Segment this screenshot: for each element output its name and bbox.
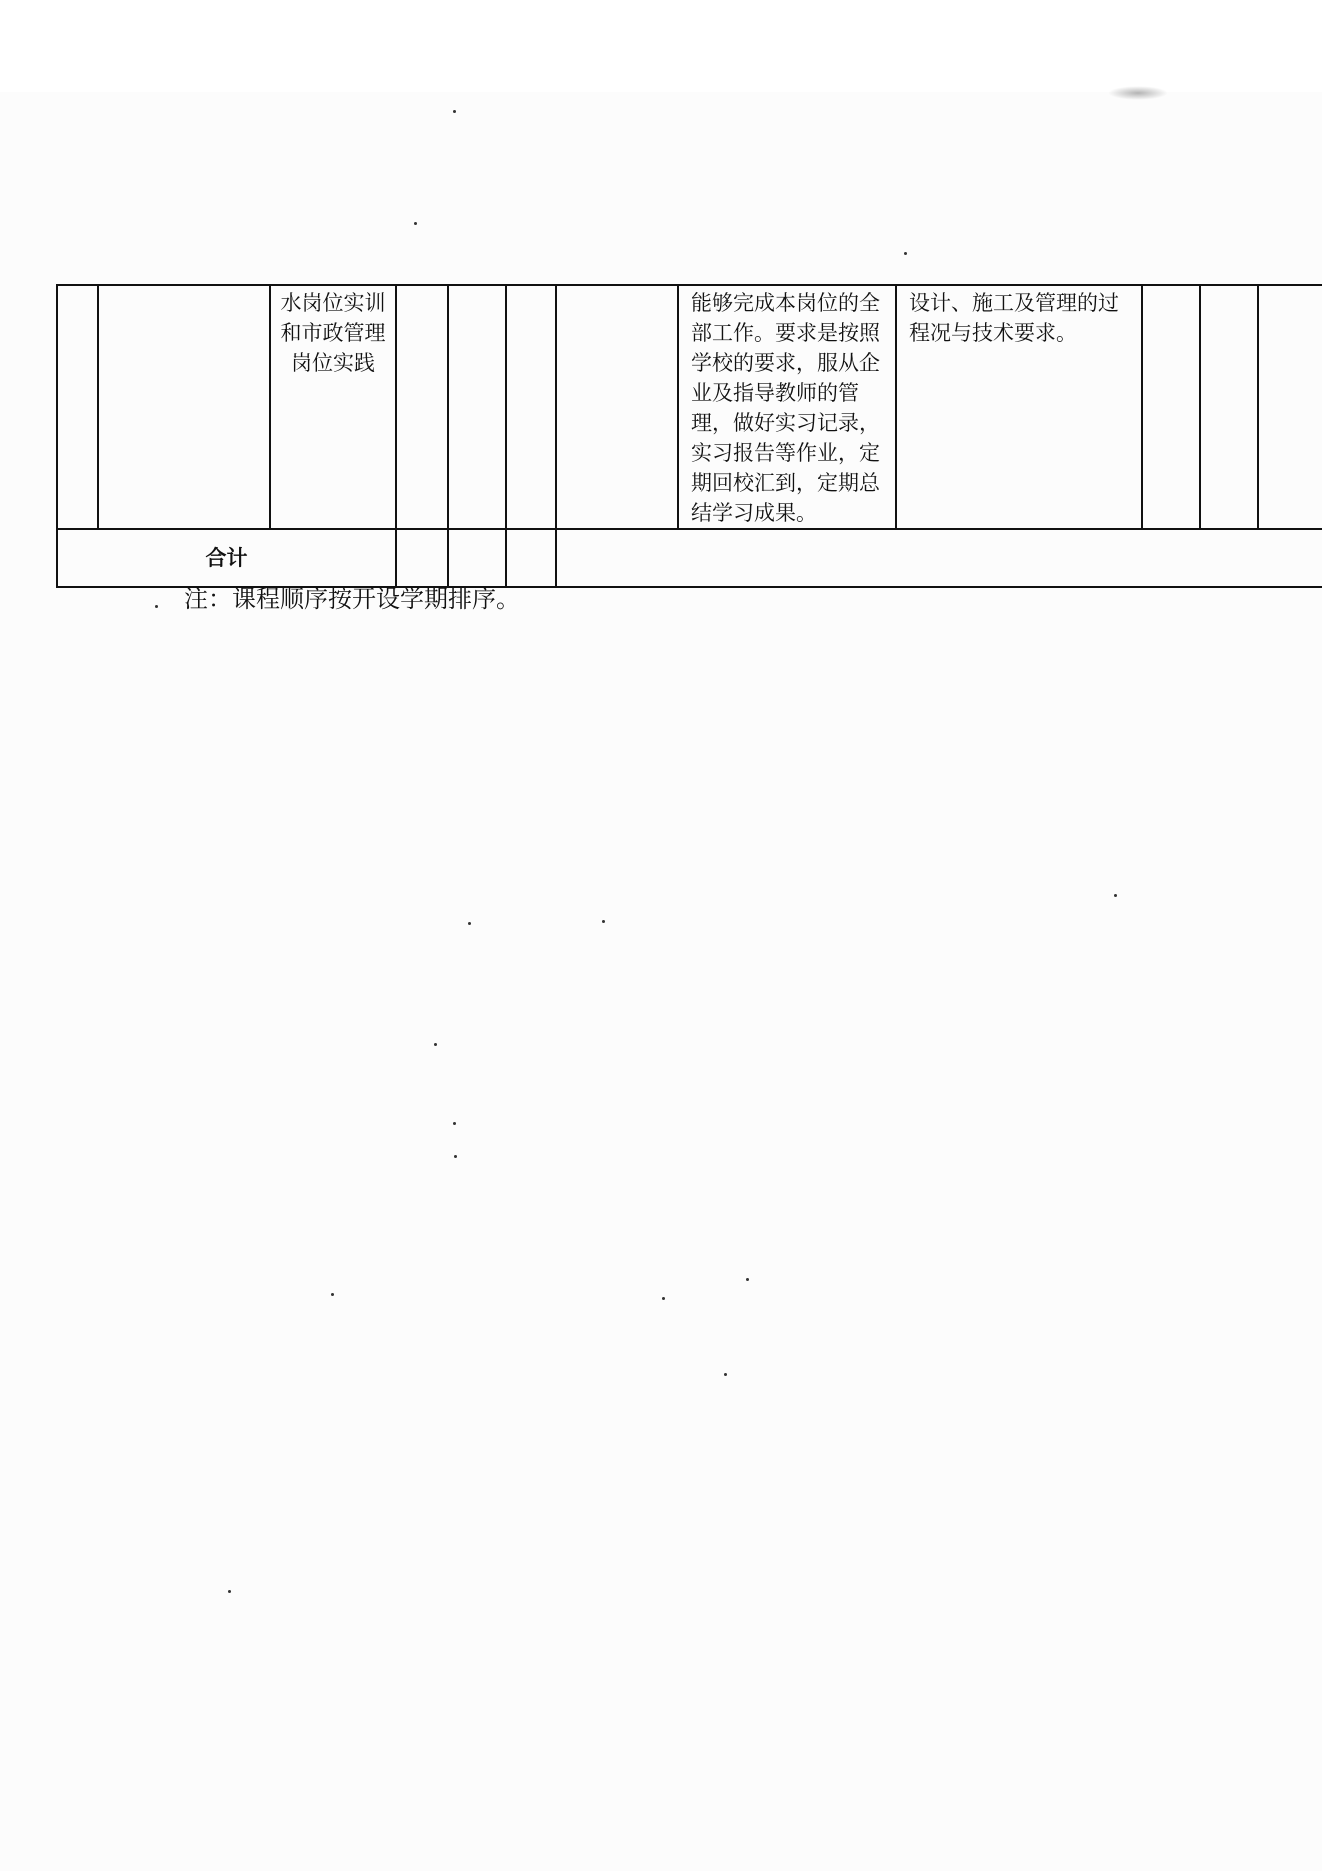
table-cell	[556, 285, 678, 529]
content-text: 设计、施工及管理的过程况与技术要求。	[909, 291, 1119, 345]
table-cell	[396, 529, 448, 587]
total-row	[57, 529, 1322, 587]
requirements-text: 能够完成本岗位的全部工作。要求是按照学校的要求，服从企业及指导教师的管理，做好实习记录，实习报告等作业，定期回校汇到，定期总结学习成果。	[691, 291, 880, 525]
table-cell	[506, 529, 556, 587]
scan-speck	[155, 605, 158, 608]
table-cell	[57, 285, 98, 529]
scan-speck	[746, 1278, 749, 1281]
scan-speck	[453, 1122, 456, 1125]
table-cell	[506, 285, 556, 529]
scan-speck	[454, 1155, 457, 1158]
course-table-frame	[56, 284, 1322, 580]
table-cell	[1200, 285, 1258, 529]
scan-smudge	[1108, 86, 1168, 100]
scan-speck	[228, 1590, 231, 1593]
table-cell	[556, 529, 1322, 587]
requirements-cell	[678, 285, 896, 529]
course-name-text: 水岗位实训和市政管理岗位实践	[280, 291, 386, 375]
scan-speck	[724, 1373, 727, 1376]
course-name-cell	[270, 285, 396, 529]
scan-speck	[331, 1293, 334, 1296]
scan-speck	[434, 1043, 437, 1046]
scan-speck	[602, 920, 605, 923]
scan-speck	[662, 1297, 665, 1300]
total-label: 合计	[57, 529, 396, 587]
table-cell	[448, 529, 506, 587]
scan-top-margin	[0, 0, 1322, 92]
scan-speck	[453, 110, 456, 113]
table-cell	[396, 285, 448, 529]
scan-speck	[414, 222, 417, 225]
content-cell	[896, 285, 1142, 529]
scan-speck	[468, 922, 471, 925]
table-row	[57, 285, 1322, 529]
table-cell	[448, 285, 506, 529]
table-cell	[1142, 285, 1200, 529]
scan-speck	[904, 252, 907, 255]
table-footnote: 注：课程顺序按开设学期排序。	[184, 585, 520, 613]
scan-speck	[1114, 894, 1117, 897]
table-cell	[1258, 285, 1322, 529]
table-cell	[98, 285, 270, 529]
course-table	[56, 284, 1322, 588]
